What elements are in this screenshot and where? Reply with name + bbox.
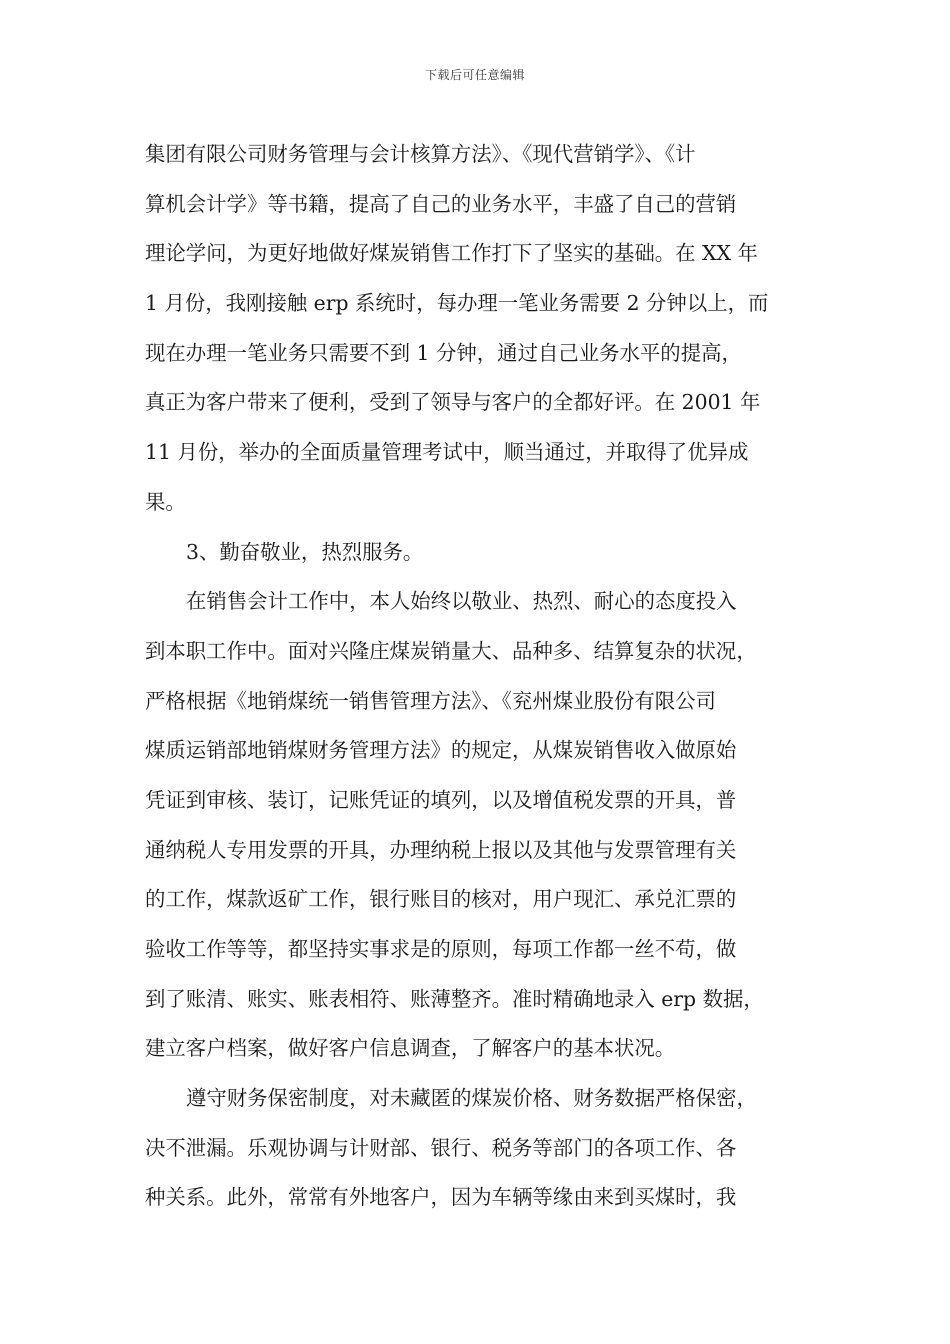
text-line: 果。 — [145, 489, 186, 514]
text-line: 理论学问，为更好地做好煤炭销售工作打下了坚实的基础。在 XX 年 — [145, 241, 758, 266]
text-line: 的工作，煤款返矿工作，银行账目的核对，用户现汇、承兑汇票的 — [145, 887, 737, 912]
text-line: 决不泄漏。乐观协调与计财部、银行、税务等部门的各项工作、各 — [145, 1135, 737, 1160]
text-line: 11 月份，举办的全面质量管理考试中，顺当通过，并取得了优异成 — [145, 440, 749, 465]
text-line: 算机会计学》等书籍，提高了自己的业务水平，丰盛了自己的营销 — [145, 191, 737, 216]
text-line: 1 月份，我刚接触 erp 系统时，每办理一笔业务需要 2 分钟以上，而 — [145, 291, 769, 316]
text-line: 到本职工作中。面对兴隆庄煤炭销量大、品种多、结算复杂的状况， — [145, 638, 757, 663]
text-line: 种关系。此外，常常有外地客户，因为车辆等缘由来到买煤时，我 — [145, 1185, 737, 1210]
text-line: 真正为客户带来了便利，受到了领导与客户的全都好评。在 2001 年 — [145, 390, 761, 415]
text-line: 现在办理一笔业务只需要不到 1 分钟，通过自己业务水平的提高， — [145, 340, 742, 365]
page-header: 下载后可任意编辑 — [424, 68, 525, 82]
text-line: 煤质运销部地销煤财务管理方法》的规定，从煤炭销售收入做原始 — [145, 738, 737, 763]
text-line: 严格根据《地销煤统一销售管理方法》、《兖州煤业股份有限公司 — [145, 688, 716, 713]
text-line: 建立客户档案，做好客户信息调查，了解客户的基本状况。 — [145, 1036, 676, 1061]
document-body — [145, 130, 810, 1223]
text-line: 通纳税人专用发票的开具，办理纳税上报以及其他与发票管理有关 — [145, 837, 737, 862]
paragraph-start-line: 遵守财务保密制度，对未藏匿的煤炭价格、财务数据严格保密， — [186, 1086, 757, 1111]
text-line: 验收工作等等，都坚持实事求是的原则，每项工作都一丝不苟，做 — [145, 937, 737, 961]
paragraph-start-line: 在销售会计工作中，本人始终以敬业、热烈、耐心的态度投入 — [186, 589, 737, 614]
text-line: 到了账清、账实、账表相符、账薄整齐。准时精确地录入 erp 数据， — [145, 986, 764, 1011]
text-line: 凭证到审核、装订，记账凭证的填列，以及增值税发票的开具，普 — [145, 787, 737, 812]
text-line: 集团有限公司财务管理与会计核算方法》、《现代营销学》、《计 — [145, 142, 696, 166]
section-heading: 3、勤奋敬业，热烈服务。 — [186, 539, 424, 564]
